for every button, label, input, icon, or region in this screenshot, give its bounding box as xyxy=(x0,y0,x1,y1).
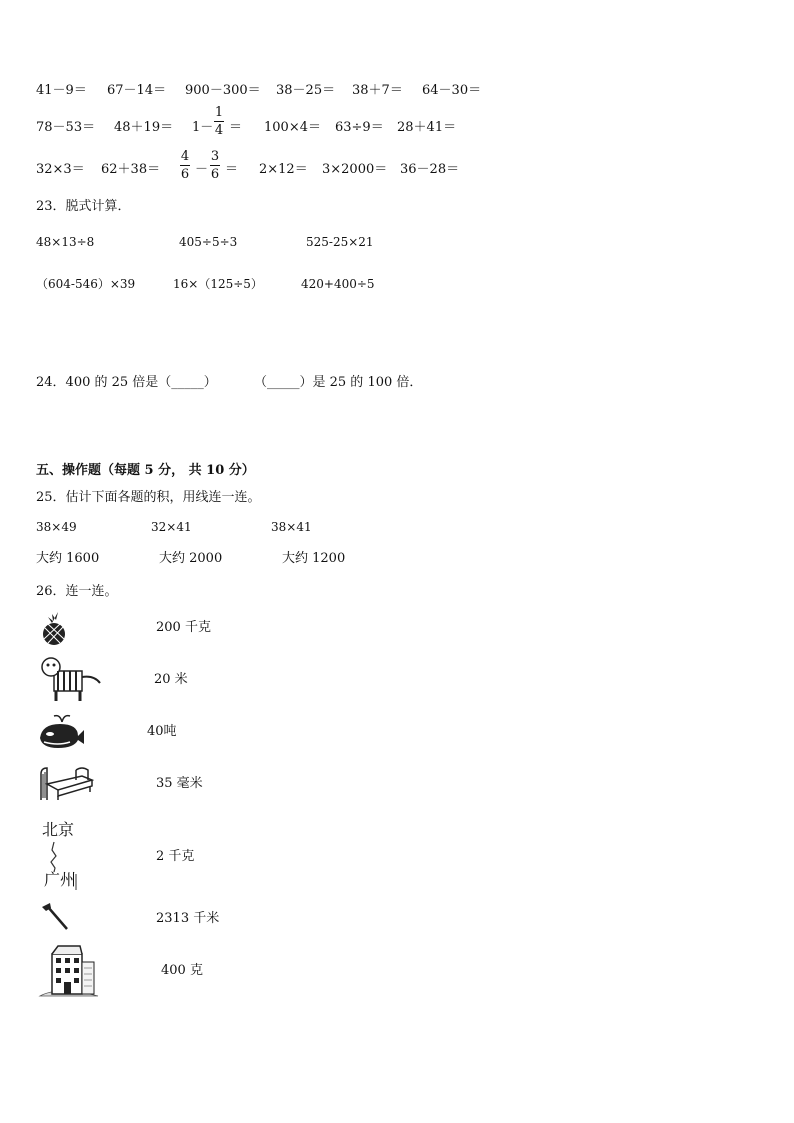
question-26-title: 26．连一连。 xyxy=(36,584,118,599)
denominator: 4 xyxy=(214,123,224,138)
calc-expression: 525-25×21 xyxy=(306,235,374,249)
denominator: 6 xyxy=(210,167,220,182)
nail-icon xyxy=(40,901,70,931)
calc-expression: 16×（125÷5） xyxy=(173,277,263,291)
match-label: 40吨 xyxy=(147,724,177,739)
question-23-title: 23．脱式计算． xyxy=(36,199,131,214)
numerator: 4 xyxy=(180,149,190,164)
match-label: 400 克 xyxy=(161,963,203,978)
oral-problem: 48＋19＝ xyxy=(114,120,174,135)
map-route-icon xyxy=(40,818,86,892)
oral-problem: 38－25＝ xyxy=(276,83,336,98)
frac-prefix: 1－ xyxy=(192,120,214,135)
whale-icon xyxy=(38,712,86,750)
question-24-part2: （_____）是 25 的 100 倍． xyxy=(254,375,423,390)
oral-problem: 28＋41＝ xyxy=(397,120,457,135)
estimate-answer: 大约 2000 xyxy=(159,551,223,566)
oral-problem: 41－9＝ xyxy=(36,83,87,98)
fraction xyxy=(214,106,224,137)
calc-expression: 48×13÷8 xyxy=(36,235,95,249)
match-label: 200 千克 xyxy=(156,620,211,635)
bed-icon xyxy=(38,758,94,802)
oral-problem: 900－300＝ xyxy=(185,83,261,98)
tiger-icon xyxy=(38,655,102,703)
frac-suffix: ＝ xyxy=(225,162,239,177)
oral-problem: 67－14＝ xyxy=(107,83,167,98)
estimate-answer: 大约 1200 xyxy=(282,551,346,566)
oral-problem: 64－30＝ xyxy=(422,83,482,98)
pineapple-icon xyxy=(38,610,74,646)
match-label: 35 毫米 xyxy=(156,776,203,791)
calc-expression: 405÷5÷3 xyxy=(179,235,238,249)
numerator: 3 xyxy=(210,149,220,164)
oral-problem: 100×4＝ xyxy=(264,120,321,135)
oral-problem: 62＋38＝ xyxy=(101,162,161,177)
fraction xyxy=(180,150,190,181)
numerator: 1 xyxy=(214,105,224,120)
estimate-expression: 32×41 xyxy=(151,520,192,534)
estimate-answer: 大约 1600 xyxy=(36,551,100,566)
calc-expression: 420+400÷5 xyxy=(301,277,375,291)
map-city-label: 广州 xyxy=(44,870,77,889)
question-25-title: 25．估计下面各题的积，用线连一连。 xyxy=(36,490,261,505)
calc-expression: （604-546）×39 xyxy=(36,277,136,291)
oral-problem: 78－53＝ xyxy=(36,120,96,135)
question-24-part1: 24．400 的 25 倍是（_____） xyxy=(36,375,217,390)
oral-problem: 63÷9＝ xyxy=(335,120,384,135)
match-label: 2313 千米 xyxy=(156,911,220,926)
match-label: 2 千克 xyxy=(156,849,195,864)
section-title: 五、操作题（每题 5 分， 共 10 分） xyxy=(36,463,255,478)
oral-problem: 38＋7＝ xyxy=(352,83,403,98)
fraction-bar xyxy=(210,165,220,166)
frac-suffix: ＝ xyxy=(229,120,243,135)
map-city-label: 北京 xyxy=(42,820,75,839)
estimate-expression: 38×49 xyxy=(36,520,77,534)
denominator: 6 xyxy=(180,167,190,182)
frac-operator: － xyxy=(195,162,209,177)
fraction xyxy=(210,150,220,181)
oral-problem: 32×3＝ xyxy=(36,162,85,177)
oral-problem: 3×2000＝ xyxy=(322,162,388,177)
oral-problem: 2×12＝ xyxy=(259,162,308,177)
fraction-bar xyxy=(214,121,224,122)
building-icon xyxy=(38,942,100,998)
match-label: 20 米 xyxy=(154,672,188,687)
estimate-expression: 38×41 xyxy=(271,520,312,534)
fraction-bar xyxy=(180,165,190,166)
oral-problem: 36－28＝ xyxy=(400,162,460,177)
